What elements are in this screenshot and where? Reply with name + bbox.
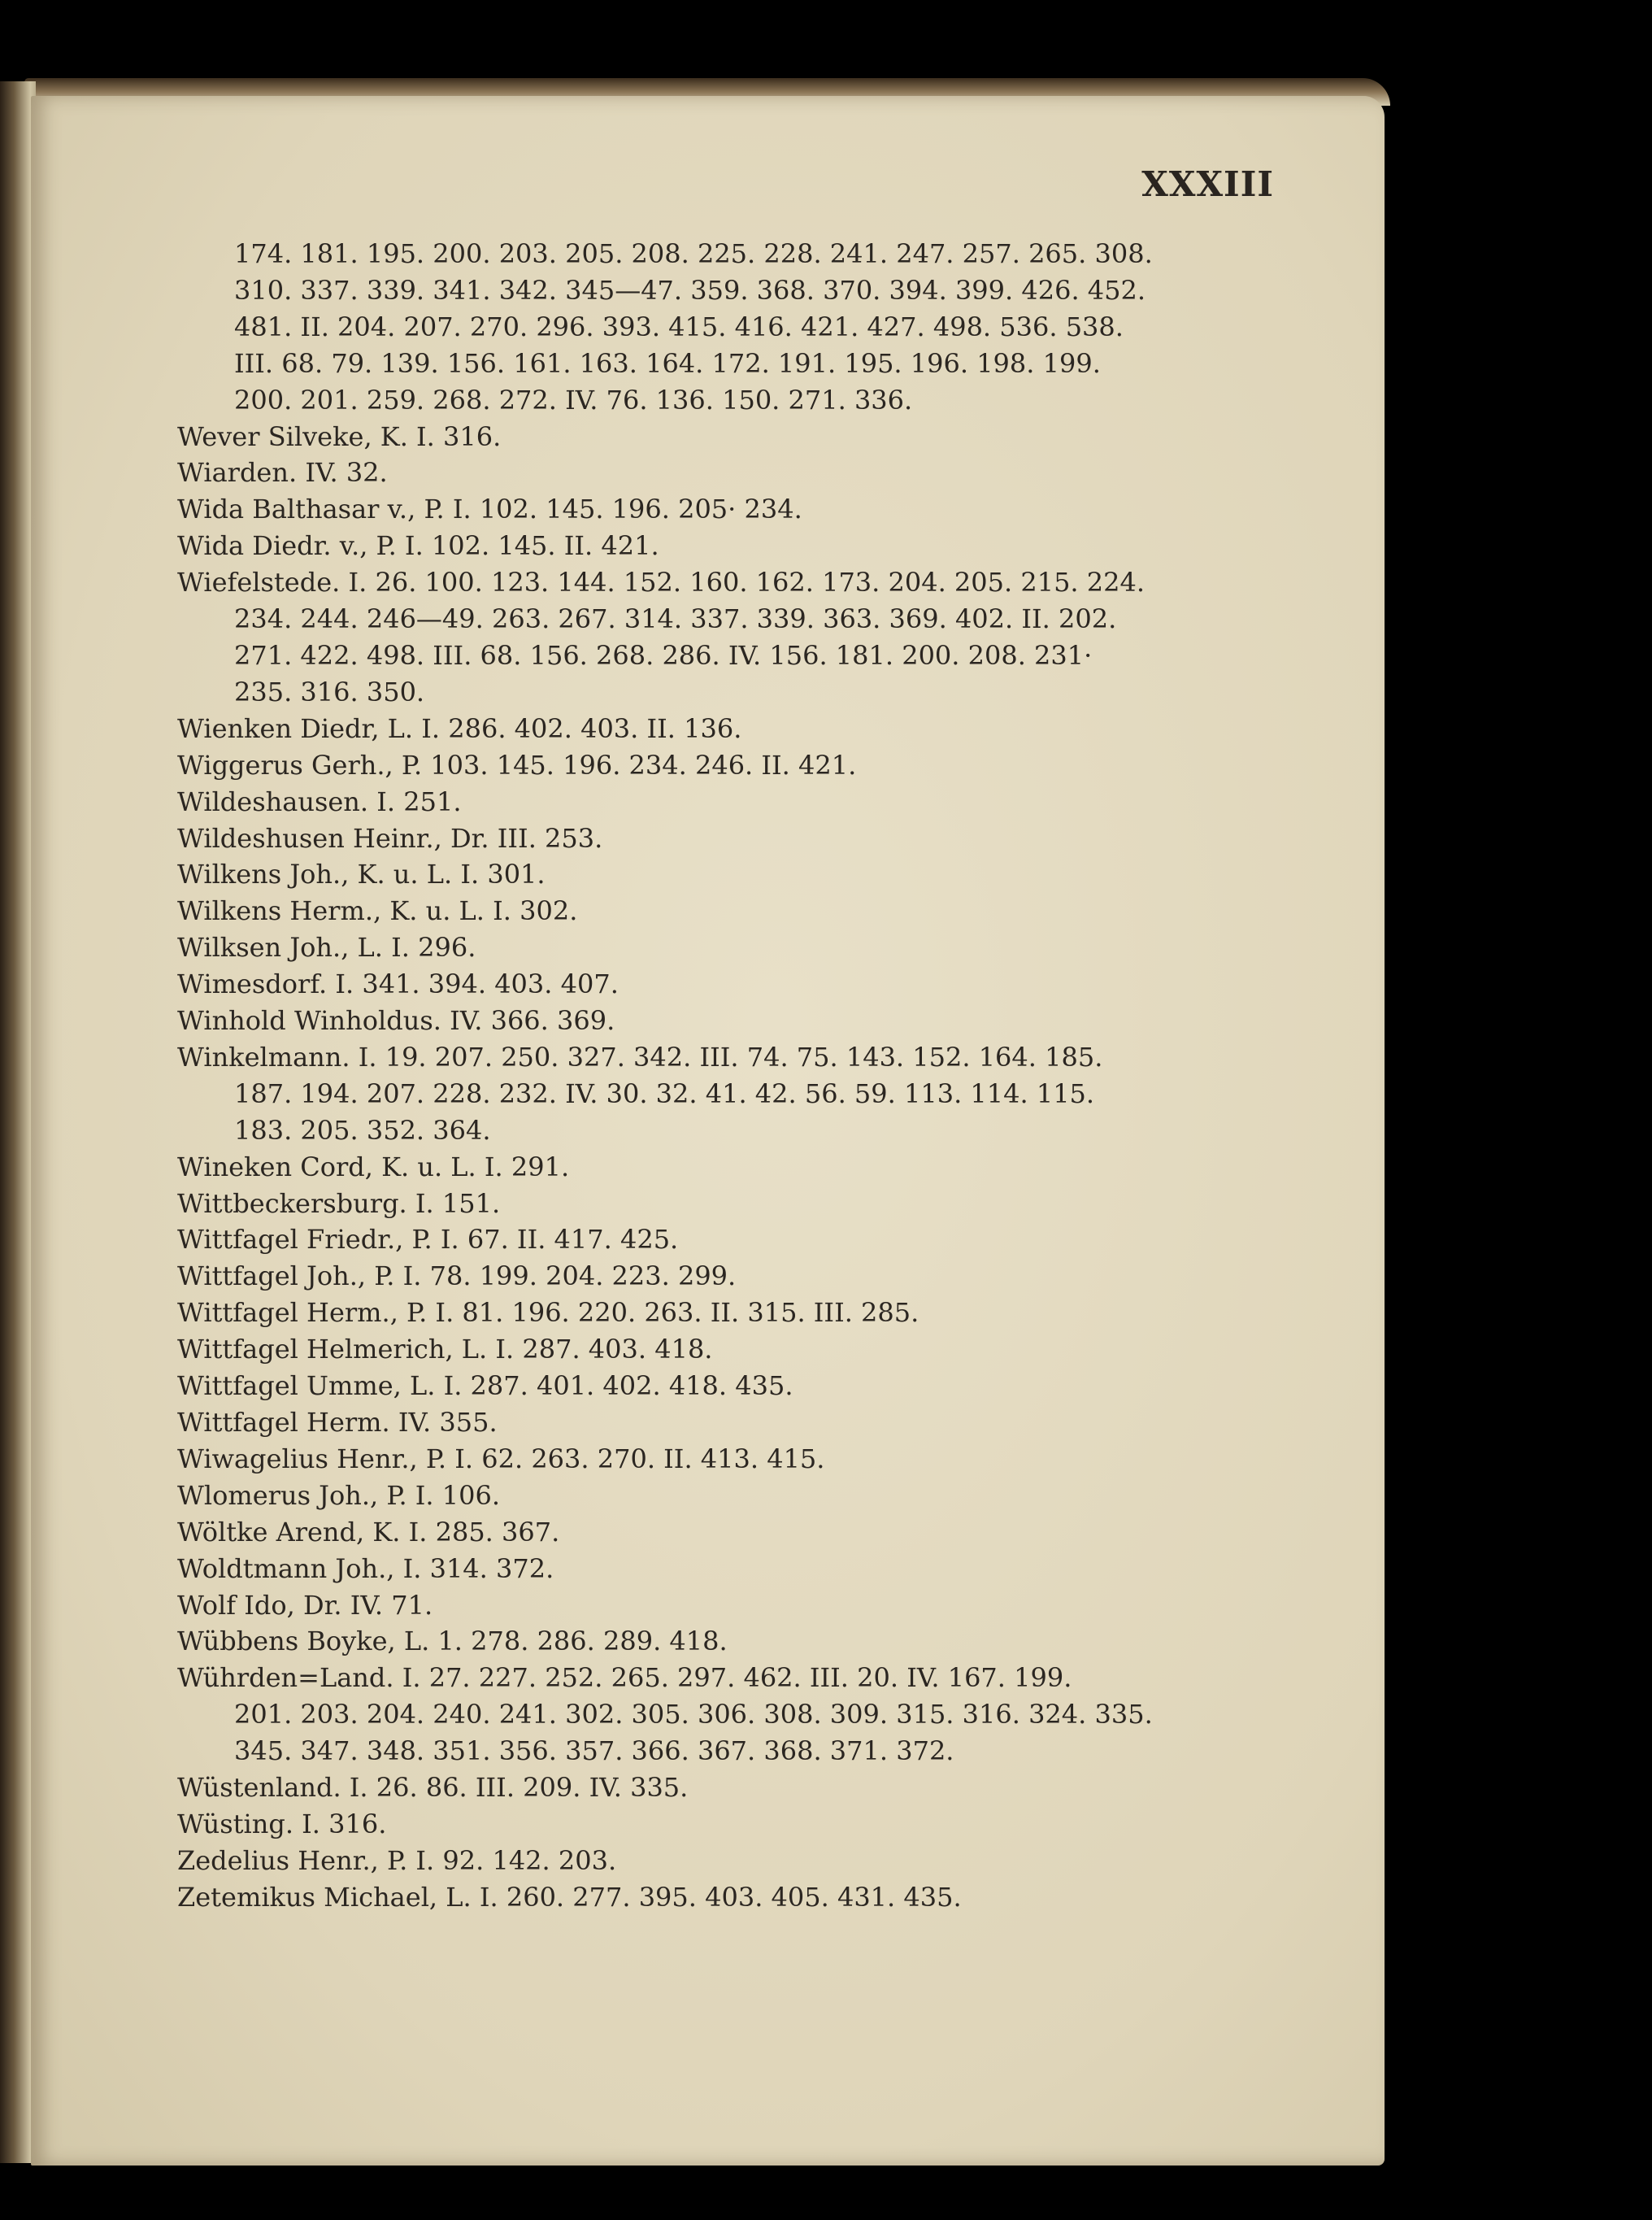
- index-entry-continuation-line: 187. 194. 207. 228. 232. IV. 30. 32. 41. 42. 56. 59. 113. 114. 115.: [234, 1077, 1095, 1109]
- index-entry-continuation-line: 201. 203. 204. 240. 241. 302. 305. 306. 308. 309. 315. 316. 324. 335.: [234, 1699, 1153, 1730]
- index-entry-line: Wimesdorf. I. 341. 394. 403. 407.: [177, 969, 619, 1000]
- index-entry-line: Wittfagel Herm. IV. 355.: [177, 1407, 498, 1438]
- index-entry-continuation-line: 200. 201. 259. 268. 272. IV. 76. 136. 150. 271. 336.: [234, 384, 913, 416]
- index-entry-continuation-line: 310. 337. 339. 341. 342. 345—47. 359. 368. 370. 394. 399. 426. 452.: [234, 274, 1146, 306]
- index-entry: [177, 1221, 1185, 1258]
- index-entry: [177, 1368, 1185, 1404]
- index-entry: [177, 856, 1185, 893]
- index-entry: [177, 1441, 1185, 1478]
- index-entry: [177, 419, 1185, 455]
- index-entry-line: Zedelius Henr., P. I. 92. 142. 203.: [177, 1844, 617, 1876]
- index-entry: [177, 1623, 1185, 1660]
- index-entry: [177, 1003, 1185, 1039]
- index-entry-line: Wiwagelius Henr., P. I. 62. 263. 270. II. 413. 415.: [177, 1443, 825, 1474]
- index-entry-line: Wiggerus Gerh., P. 103. 145. 196. 234. 246. II. 421.: [177, 749, 857, 781]
- index-entry-line: Wöltke Arend, K. I. 285. 367.: [177, 1516, 560, 1547]
- index-entry-line: 174. 181. 195. 200. 203. 205. 208. 225. 228. 241. 247. 257. 265. 308.: [234, 238, 1153, 269]
- index-entry-line: Wida Balthasar v., P. I. 102. 145. 196. 205· 234.: [177, 494, 802, 525]
- index-entry-line: Wührden=Land. I. 27. 227. 252. 265. 297. 462. III. 20. IV. 167. 199.: [177, 1662, 1072, 1694]
- index-entry-line: Woldtmann Joh., I. 314. 372.: [177, 1552, 554, 1584]
- index-entry: [177, 1514, 1185, 1551]
- index-entry: [177, 893, 1185, 929]
- index-entry-line: Wiefelstede. I. 26. 100. 123. 144. 152. 160. 162. 173. 204. 205. 215. 224.: [177, 567, 1146, 599]
- index-entry-line: Wittfagel Umme, L. I. 287. 401. 402. 418. 435.: [177, 1370, 793, 1402]
- index-entry: [177, 1551, 1185, 1587]
- index-entry: [177, 1660, 1185, 1769]
- index-entry-line: Wolf Ido, Dr. IV. 71.: [177, 1589, 433, 1621]
- index-entry: [177, 821, 1185, 857]
- index-entry-continuation-line: 183. 205. 352. 364.: [234, 1114, 491, 1146]
- index-entry: [177, 1331, 1185, 1368]
- book-page: [31, 96, 1385, 2166]
- index-entry: [177, 236, 1185, 419]
- index-entry-line: Wienken Diedr, L. I. 286. 402. 403. II. 136.: [177, 712, 742, 744]
- index-entry-continuation-line: 234. 244. 246—49. 263. 267. 314. 337. 339. 363. 369. 402. II. 202.: [234, 603, 1117, 635]
- index-entry: [177, 1879, 1185, 1916]
- index-entry: [177, 455, 1185, 491]
- index-entry: [177, 1149, 1185, 1186]
- index-entry-line: Zetemikus Michael, L. I. 260. 277. 395. 403. 405. 431. 435.: [177, 1881, 962, 1913]
- index-entry-line: Wever Silveke, K. I. 316.: [177, 420, 502, 452]
- index-entry: [177, 711, 1185, 747]
- index-entry-line: Winhold Winholdus. IV. 366. 369.: [177, 1005, 615, 1037]
- index-entry: [177, 1806, 1185, 1843]
- page-number: XXXIII: [1141, 164, 1274, 204]
- index-entry-line: Wittbeckersburg. I. 151.: [177, 1187, 501, 1219]
- index-entry: [177, 747, 1185, 784]
- index-entry: [177, 1295, 1185, 1331]
- index-entry-continuation-line: 481. II. 204. 207. 270. 296. 393. 415. 416. 421. 427. 498. 536. 538.: [234, 311, 1124, 342]
- index-entry: [177, 1404, 1185, 1441]
- index-entry: [177, 1039, 1185, 1149]
- index-entry: [177, 1258, 1185, 1295]
- index-entry-line: Wineken Cord, K. u. L. I. 291.: [177, 1151, 570, 1182]
- index-entry: [177, 1478, 1185, 1514]
- index-entry-line: Wildeshausen. I. 251.: [177, 786, 462, 817]
- index-entry-line: Wüsting. I. 316.: [177, 1808, 387, 1839]
- index-entry-line: Wittfagel Friedr., P. I. 67. II. 417. 425.: [177, 1224, 679, 1256]
- index-entry-continuation-line: III. 68. 79. 139. 156. 161. 163. 164. 172. 191. 195. 196. 198. 199.: [234, 347, 1101, 379]
- index-entry-line: Wilkens Joh., K. u. L. I. 301.: [177, 859, 546, 890]
- index-entry-continuation-line: 345. 347. 348. 351. 356. 357. 366. 367. 368. 371. 372.: [234, 1735, 954, 1767]
- index-entry-line: Wiarden. IV. 32.: [177, 457, 388, 489]
- index-entry: [177, 784, 1185, 821]
- index-entry-line: Wübbens Boyke, L. 1. 278. 286. 289. 418.: [177, 1626, 728, 1657]
- index-entry-list: [177, 236, 1185, 1916]
- index-entry-line: Wittfagel Herm., P. I. 81. 196. 220. 263. II. 315. III. 285.: [177, 1297, 919, 1329]
- index-entry-continuation-line: 271. 422. 498. III. 68. 156. 268. 286. IV. 156. 181. 200. 208. 231·: [234, 639, 1093, 671]
- index-entry-line: Wildeshusen Heinr., Dr. III. 253.: [177, 822, 603, 854]
- index-entry: [177, 564, 1185, 711]
- index-entry-line: Wilkens Herm., K. u. L. I. 302.: [177, 895, 578, 927]
- index-entry: [177, 491, 1185, 528]
- index-entry-line: Wida Diedr. v., P. I. 102. 145. II. 421.: [177, 530, 659, 562]
- index-entry-line: Wüstenland. I. 26. 86. III. 209. IV. 335.: [177, 1772, 689, 1804]
- index-entry-line: Wittfagel Helmerich, L. I. 287. 403. 418.: [177, 1334, 713, 1365]
- index-entry-line: Winkelmann. I. 19. 207. 250. 327. 342. III. 74. 75. 143. 152. 164. 185.: [177, 1041, 1103, 1073]
- index-entry-line: Wittfagel Joh., P. I. 78. 199. 204. 223. 299.: [177, 1260, 737, 1292]
- index-entry-continuation-line: 235. 316. 350.: [234, 676, 425, 707]
- index-entry: [177, 528, 1185, 564]
- index-entry-line: Wlomerus Joh., P. I. 106.: [177, 1479, 501, 1511]
- index-entry: [177, 1769, 1185, 1806]
- index-entry: [177, 1843, 1185, 1879]
- index-entry: [177, 1186, 1185, 1222]
- index-entry-line: Wilksen Joh., L. I. 296.: [177, 932, 476, 964]
- index-entry: [177, 1587, 1185, 1624]
- index-entry: [177, 929, 1185, 966]
- index-entry: [177, 966, 1185, 1003]
